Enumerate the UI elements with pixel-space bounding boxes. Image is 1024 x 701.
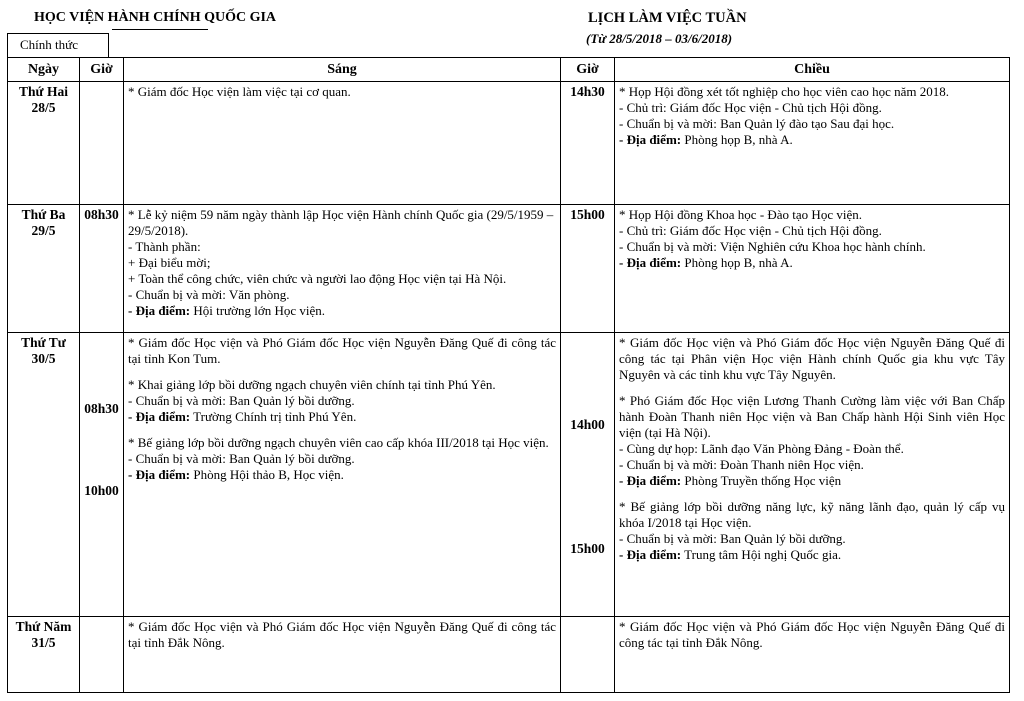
day-date: 28/5 [31, 100, 56, 115]
day-date: 30/5 [31, 351, 56, 366]
afternoon-item: * Giám đốc Học viện và Phó Giám đốc Học viện Nguyễn Đăng Quế đi công tác tại tỉnh Đắk Nông. [619, 619, 1005, 650]
time-am-cell [80, 617, 124, 693]
time-pm-cell [561, 82, 615, 205]
morning-item: * Giám đốc Học viện làm việc tại cơ quan. [128, 84, 351, 99]
day-cell [8, 82, 80, 205]
morning-item: - Thành phần: [128, 239, 201, 254]
time-am: 10h00 [84, 483, 119, 498]
morning-location [128, 409, 556, 425]
time-pm: 14h30 [570, 84, 605, 99]
day-name: Thứ Hai [19, 84, 68, 99]
morning-item: * Giám đốc Học viện và Phó Giám đốc Học viện Nguyễn Đăng Quế đi công tác tại tỉnh Kon Tum. [128, 335, 556, 366]
weekly-schedule-table [7, 57, 1010, 693]
time-am-cell [80, 205, 124, 333]
morning-item: * Bế giảng lớp bồi dưỡng ngạch chuyên viên cao cấp khóa III/2018 tại Học viện. [128, 435, 549, 450]
table-header-row [8, 58, 1010, 82]
location-label: - Địa điểm: [619, 132, 682, 147]
afternoon-cell [615, 82, 1010, 205]
time-am-cell [80, 82, 124, 205]
afternoon-location [619, 255, 1005, 271]
time-pm-cell [561, 617, 615, 693]
afternoon-item: * Giám đốc Học viện và Phó Giám đốc Học viện Nguyễn Đăng Quế đi công tác tại Phân viện Học viện Hành chính Quốc gia khu vực Tây Nguyên và các tỉnh khu vực Tây Nguyên. [619, 335, 1005, 382]
morning-item: + Đại biểu mời; [128, 255, 211, 270]
table-row [8, 205, 1010, 333]
day-cell [8, 333, 80, 617]
location-value: Trường Chính trị tỉnh Phú Yên. [193, 409, 357, 424]
morning-cell [124, 333, 561, 617]
afternoon-item: - Chuẩn bị và mời: Ban Quản lý đào tạo Sau đại học. [619, 116, 895, 131]
location-value: Phòng họp B, nhà A. [684, 255, 793, 270]
time-pm: 14h00 [570, 417, 605, 432]
time-pm: 15h00 [570, 207, 605, 222]
schedule-date-range: (Từ 28/5/2018 – 03/6/2018) [586, 31, 733, 46]
official-status-label: Chính thức [7, 33, 109, 57]
morning-cell [124, 205, 561, 333]
afternoon-location [619, 132, 1005, 148]
morning-cell [124, 82, 561, 205]
afternoon-item: - Chuẩn bị và mời: Viện Nghiên cứu Khoa học hành chính. [619, 239, 926, 254]
time-pm-cell [561, 333, 615, 617]
location-label: - Địa điểm: [128, 467, 191, 482]
afternoon-item: * Bế giảng lớp bồi dưỡng năng lực, kỹ năng lãnh đạo, quản lý cấp vụ khóa I/2018 tại Học viện. [619, 499, 1005, 530]
day-name: Thứ Tư [21, 335, 66, 350]
morning-item: + Toàn thể công chức, viên chức và người lao động Học viện tại Hà Nội. [128, 271, 507, 286]
table-row [8, 333, 1010, 617]
organization-underline [112, 29, 208, 30]
column-header-day: Ngày [8, 58, 80, 82]
day-date: 31/5 [31, 635, 56, 650]
time-am-cell [80, 333, 124, 617]
day-name: Thứ Ba [21, 207, 66, 222]
location-value: Phòng Truyền thống Học viện [684, 473, 842, 488]
afternoon-location [619, 547, 1005, 563]
afternoon-prep: - Chuẩn bị và mời: Ban Quản lý bồi dưỡng. [619, 531, 846, 546]
time-am: 08h30 [84, 401, 119, 416]
column-header-time-am: Giờ [80, 58, 124, 82]
morning-location [128, 467, 556, 483]
location-value: Phòng họp B, nhà A. [684, 132, 793, 147]
afternoon-location [619, 473, 1005, 489]
time-pm-cell [561, 205, 615, 333]
afternoon-cell [615, 205, 1010, 333]
organization-name: HỌC VIỆN HÀNH CHÍNH QUỐC GIA [34, 10, 277, 25]
location-label: - Địa điểm: [619, 547, 682, 562]
afternoon-cell [615, 333, 1010, 617]
location-label: - Địa điểm: [128, 409, 191, 424]
table-row [8, 82, 1010, 205]
schedule-title: LỊCH LÀM VIỆC TUẦN [588, 10, 747, 26]
morning-item: * Khai giảng lớp bồi dưỡng ngạch chuyên viên chính tại tỉnh Phú Yên. [128, 377, 496, 392]
day-date: 29/5 [31, 223, 56, 238]
day-cell [8, 617, 80, 693]
day-cell [8, 205, 80, 333]
afternoon-attend: - Cùng dự họp: Lãnh đạo Văn Phòng Đảng - Đoàn thể. [619, 441, 904, 456]
table-row [8, 617, 1010, 693]
location-value: Trung tâm Hội nghị Quốc gia. [684, 547, 842, 562]
location-label: - Địa điểm: [619, 473, 682, 488]
afternoon-prep: - Chuẩn bị và mời: Đoàn Thanh niên Học viện. [619, 457, 864, 472]
morning-item: * Giám đốc Học viện và Phó Giám đốc Học viện Nguyễn Đăng Quế đi công tác tại tỉnh Đắk Nông. [128, 619, 556, 650]
afternoon-cell [615, 617, 1010, 693]
column-header-time-pm: Giờ [561, 58, 615, 82]
afternoon-item: - Chủ trì: Giám đốc Học viện - Chủ tịch Hội đồng. [619, 100, 882, 115]
afternoon-item: * Họp Hội đồng xét tốt nghiệp cho học viên cao học năm 2018. [619, 84, 949, 99]
morning-item: - Chuẩn bị và mời: Văn phòng. [128, 287, 290, 302]
afternoon-item: - Chủ trì: Giám đốc Học viện - Chủ tịch Hội đồng. [619, 223, 882, 238]
location-label: - Địa điểm: [619, 255, 682, 270]
afternoon-item: * Phó Giám đốc Học viện Lương Thanh Cường làm việc với Ban Chấp hành Đoàn Thanh niên Học viện và Ban Chấp hành Hội Sinh viên Học viện (tại Hà Nội). [619, 393, 1005, 440]
morning-item: * Lễ kỷ niệm 59 năm ngày thành lập Học viện Hành chính Quốc gia (29/5/1959 – 29/5/2018). [128, 207, 554, 238]
column-header-morning: Sáng [124, 58, 561, 82]
time-pm: 15h00 [570, 541, 605, 556]
morning-location [128, 303, 556, 319]
day-name: Thứ Năm [15, 619, 72, 634]
location-value: Phòng Hội thảo B, Học viện. [193, 467, 344, 482]
morning-prep: - Chuẩn bị và mời: Ban Quản lý bồi dưỡng. [128, 451, 355, 466]
location-value: Hội trường lớn Học viện. [193, 303, 325, 318]
location-label: - Địa điểm: [128, 303, 191, 318]
morning-prep: - Chuẩn bị và mời: Ban Quản lý bồi dưỡng. [128, 393, 355, 408]
time-am: 08h30 [84, 207, 119, 222]
column-header-afternoon: Chiều [615, 58, 1010, 82]
morning-cell [124, 617, 561, 693]
afternoon-item: * Họp Hội đồng Khoa học - Đào tạo Học viện. [619, 207, 862, 222]
